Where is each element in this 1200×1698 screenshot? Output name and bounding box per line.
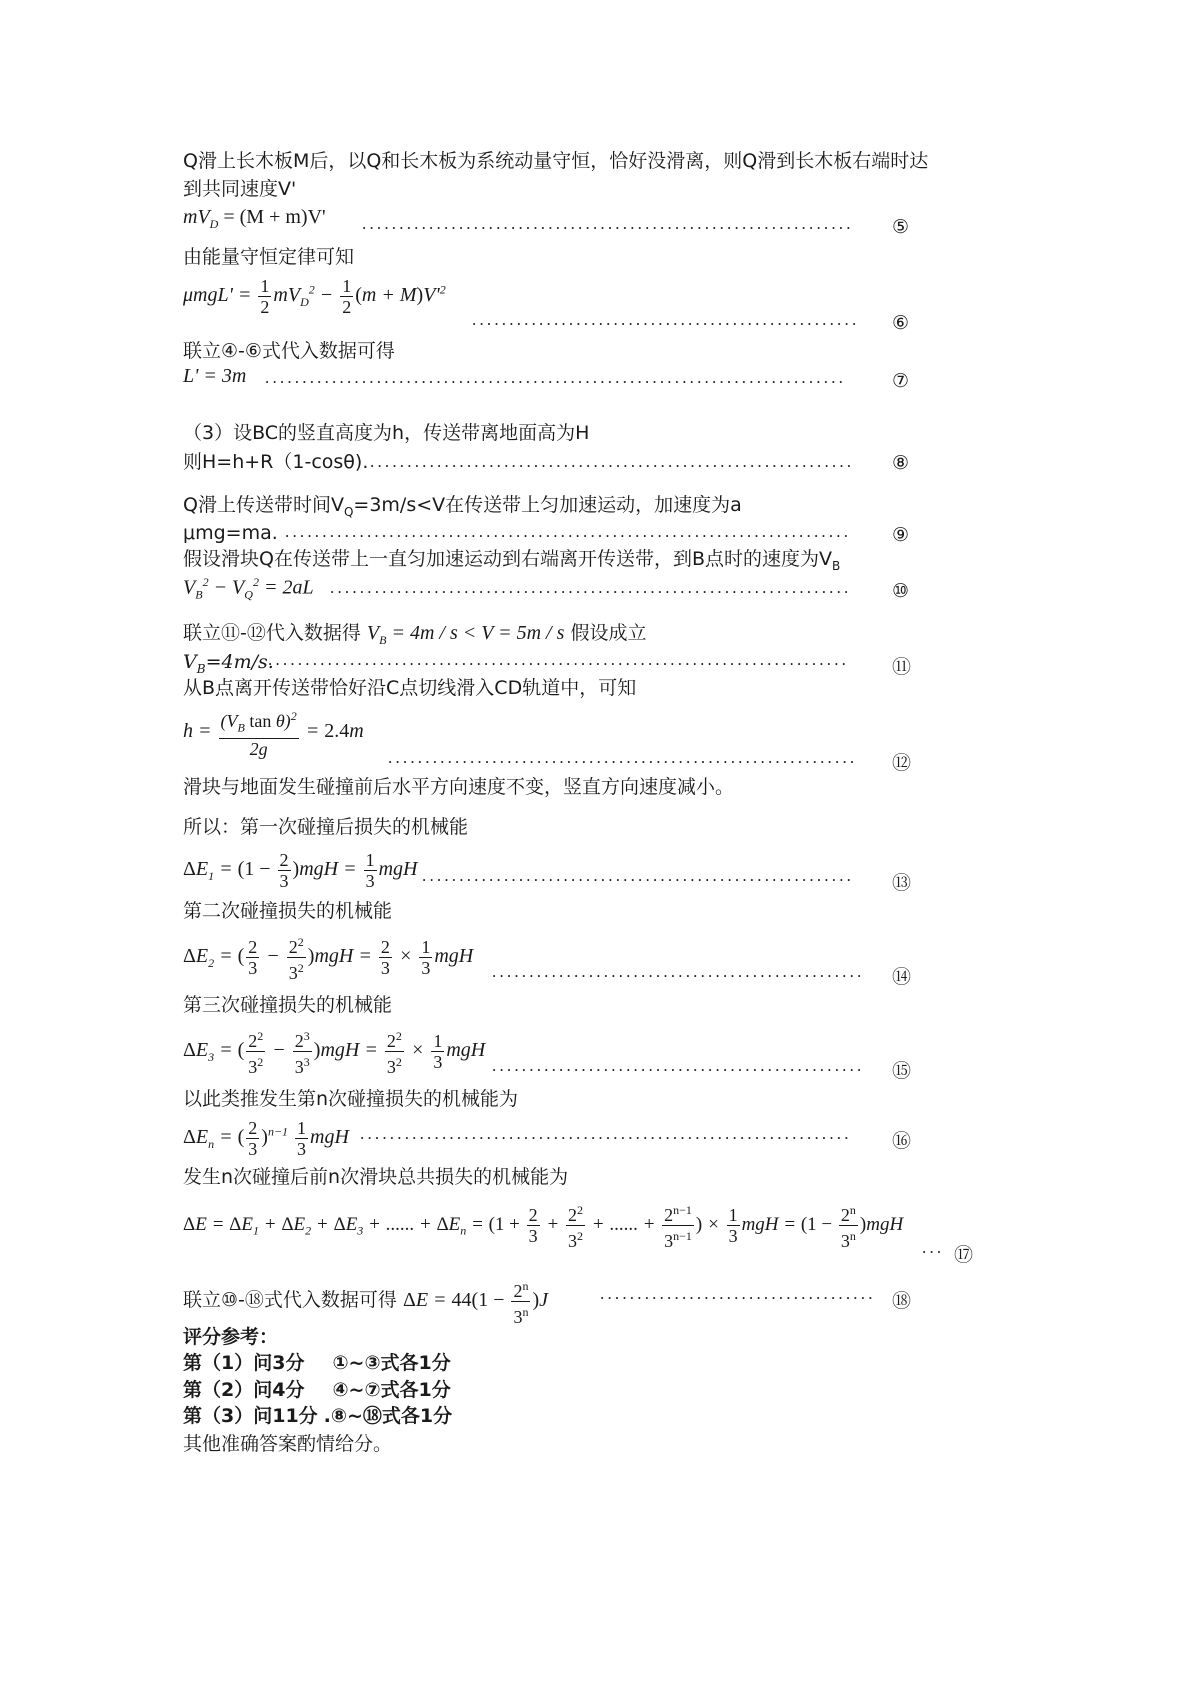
leader-dots: ...................................................................... bbox=[330, 578, 852, 597]
text-line-19: 所以：第一次碰撞后损失的机械能 bbox=[183, 816, 469, 838]
scoring-row-1: 第（1）问3分 ①~③式各1分 bbox=[183, 1352, 451, 1374]
equation-16: $\Delta E_n$ = ( $\frac{2}{3}$ )$^{n-1}$ $\frac{1}{3}$ mgH bbox=[183, 1118, 349, 1159]
leader-dots: .............................................................................. bbox=[265, 368, 847, 387]
leader-dots: .................................................. bbox=[492, 962, 865, 981]
leader-dots: .............................................................................. bbox=[268, 650, 850, 669]
text-line-2: 到共同速度V' bbox=[183, 178, 297, 200]
text-line-14: 联立⑪-⑫代入数据得 $V_B = 4m / s < V = 5m / s$ 假设成立 bbox=[183, 622, 647, 647]
text-line-21: 第二次碰撞损失的机械能 bbox=[183, 900, 393, 922]
leader-dots: ................................................................. bbox=[370, 452, 855, 471]
leader-dots: ..................................... bbox=[600, 1284, 876, 1303]
equation-17: $\Delta E = \Delta E_1 + \Delta E_2 + \Delta E_3$ + ...... + $\Delta E_n = (1$ + $\frac{2}{3}$ + $\frac{2^2}{3^2}$ + ...... + $\frac{2^{n-1}}{3^{n-1}}$ ) × $\frac{1}{3}$ mgH = (1 − $\frac{2^n}{3^n}$ )mgH bbox=[183, 1200, 903, 1251]
equation-15: $\Delta E_3$ = ( $\frac{2^2}{3^2}$ − $\frac{2^3}{3^3}$ )mgH = $\frac{2^2}{3^2}$ × $\frac{1}{3}$ mgH bbox=[183, 1026, 485, 1077]
marker-9: ⑨ bbox=[892, 524, 910, 546]
marker-7: ⑦ bbox=[892, 370, 910, 392]
text-line-29: 联立⑩-⑱式代入数据可得 ΔE = 44(1 − $\frac{2^n}{3^n}$ )J bbox=[183, 1276, 548, 1327]
marker-8: ⑧ bbox=[892, 452, 910, 474]
marker-11: ⑪ bbox=[892, 656, 912, 678]
text-line-12: 假设滑块Q在传送带上一直匀加速运动到右端离开传送带，到B点时的速度为$V_B$ bbox=[183, 548, 841, 573]
equation-7: L' = 3m bbox=[183, 365, 247, 387]
marker-10: ⑩ bbox=[892, 580, 910, 602]
text-line-6: 联立④-⑥式代入数据可得 bbox=[183, 340, 395, 362]
text-line-25: 以此类推发生第n次碰撞损失的机械能为 bbox=[183, 1088, 519, 1110]
scoring-heading: 评分参考： bbox=[183, 1326, 279, 1348]
equation-5: $mV_D = (M + m)V'$ bbox=[183, 206, 326, 231]
text-line-27: 发生n次碰撞后前n次滑块总共损失的机械能为 bbox=[183, 1166, 569, 1188]
text-line-18: 滑块与地面发生碰撞前后水平方向速度不变，竖直方向速度减小。 bbox=[183, 776, 735, 798]
text-line-15: $V_B=4m/s$. bbox=[183, 651, 274, 676]
leader-dots: .................................................... bbox=[472, 310, 860, 329]
marker-14: ⑭ bbox=[892, 966, 912, 988]
marker-17: ⑰ bbox=[954, 1244, 974, 1266]
scoring-note: 其他准确答案酌情给分。 bbox=[183, 1433, 393, 1455]
text-line-9: 则H=h+R（1-cosθ). bbox=[183, 451, 369, 473]
marker-6: ⑥ bbox=[892, 312, 910, 334]
marker-12: ⑫ bbox=[892, 752, 912, 774]
equation-14: $\Delta E_2$ = ( $\frac{2}{3}$ − $\frac{2^2}{3^2}$ )mgH = $\frac{2}{3}$ × $\frac{1}{3}$ mgH bbox=[183, 932, 473, 983]
leader-dots: .................................................. bbox=[492, 1056, 865, 1075]
leader-dots: ... bbox=[922, 1238, 945, 1257]
marker-13: ⑬ bbox=[892, 872, 912, 894]
equation-12: h = $\frac{(V_B \tan \theta)^2}{2g}$ = 2.4m bbox=[183, 706, 364, 759]
text-line-4: 由能量守恒定律可知 bbox=[183, 246, 355, 268]
scoring-row-3: 第（3）问11分 .⑧~⑱式各1分 bbox=[183, 1405, 453, 1427]
marker-5: ⑤ bbox=[892, 216, 910, 238]
text-line-11: μmg=ma. bbox=[183, 522, 278, 544]
marker-18: ⑱ bbox=[892, 1290, 912, 1312]
leader-dots: ............................................................................ bbox=[285, 522, 852, 541]
equation-6: μmgL' = $\frac{1}{2}$ $mV_D^2$ − $\frac{1}{2}$ $(m + M)V'^2$ bbox=[183, 276, 446, 317]
text-line-10: Q滑上传送带时间$V_Q=3m/s<V$在传送带上匀加速运动，加速度为a bbox=[183, 494, 742, 519]
leader-dots: .................................................................. bbox=[362, 214, 854, 233]
leader-dots: ............................................................... bbox=[388, 748, 858, 767]
equation-13: $\Delta E_1 = (1$ − $\frac{2}{3}$ )mgH = $\frac{1}{3}$ mgH bbox=[183, 850, 418, 891]
leader-dots: .......................................................... bbox=[422, 866, 855, 885]
text-line-8: （3）设BC的竖直高度为h，传送带离地面高为H bbox=[183, 422, 590, 444]
text-line-23: 第三次碰撞损失的机械能 bbox=[183, 994, 393, 1016]
text-line-1: Q滑上长木板M后，以Q和长木板为系统动量守恒，恰好没滑离，则Q滑到长木板右端时达 bbox=[183, 150, 929, 172]
marker-15: ⑮ bbox=[892, 1060, 912, 1082]
marker-16: ⑯ bbox=[892, 1130, 912, 1152]
text-line-16: 从B点离开传送带恰好沿C点切线滑入CD轨道中，可知 bbox=[183, 677, 637, 699]
leader-dots: .................................................................. bbox=[360, 1124, 852, 1143]
scoring-row-2: 第（2）问4分 ④~⑦式各1分 bbox=[183, 1379, 451, 1401]
equation-10: $V_B^2 - V_Q^2 = 2aL$ bbox=[183, 575, 314, 602]
